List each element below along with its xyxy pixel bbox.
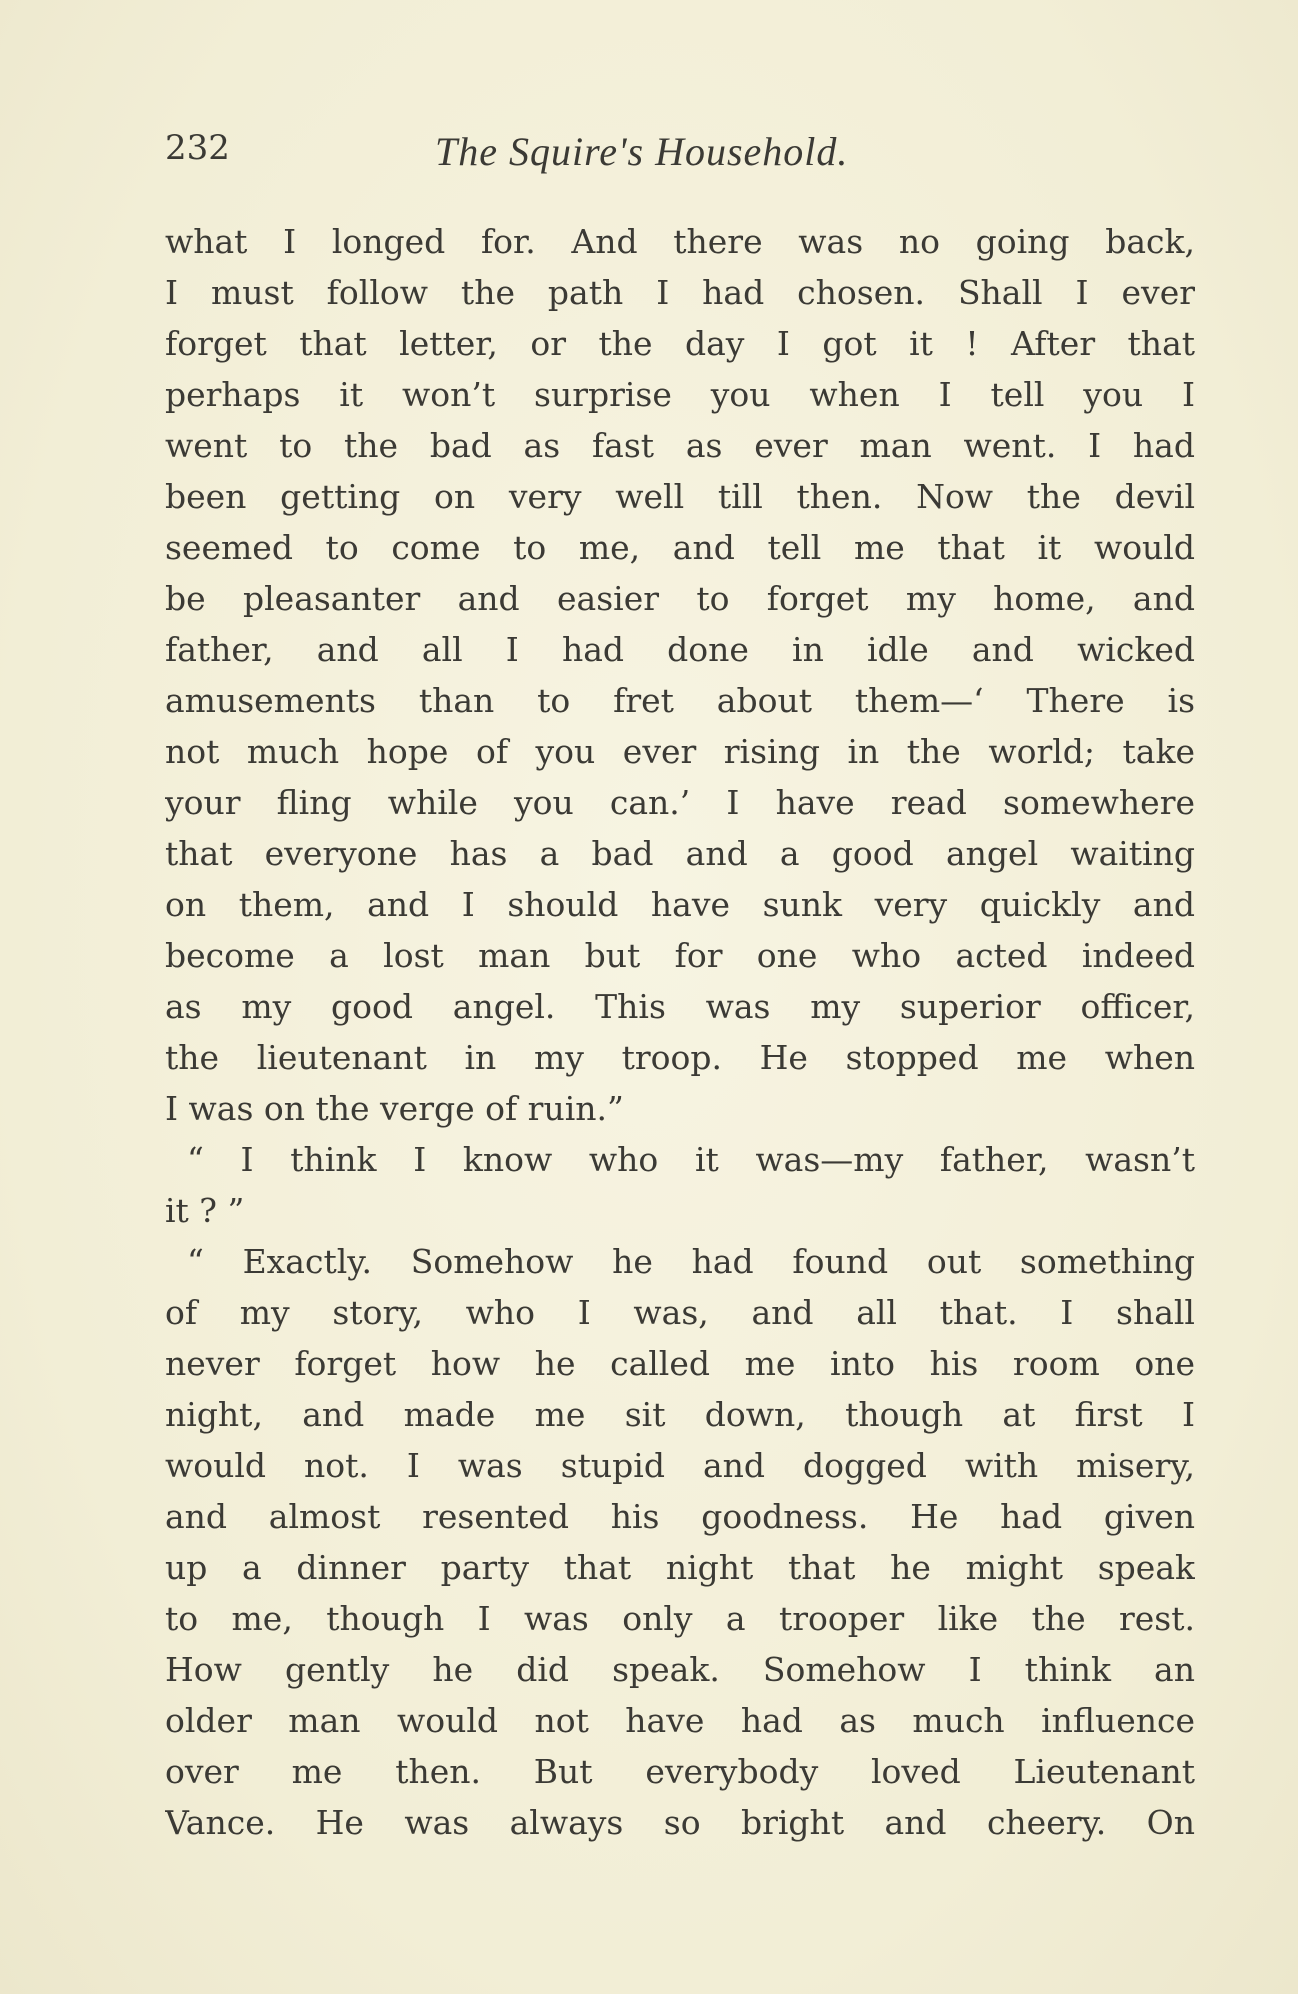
text-line: of my story, who I was, and all that. I shall: [165, 1293, 1195, 1332]
text-line: what I longed for. And there was no going back,: [165, 222, 1195, 261]
text-line: went to the bad as fast as ever man went. I had: [165, 426, 1195, 465]
text-line: to me, though I was only a trooper like the rest.: [165, 1599, 1195, 1638]
text-line: “ I think I know who it was—my father, wasn’t: [187, 1140, 1195, 1179]
text-line: up a dinner party that night that he might speak: [165, 1548, 1195, 1587]
text-line: Vance. He was always so bright and cheery. On: [165, 1803, 1195, 1842]
text-line: How gently he did speak. Somehow I think an: [165, 1650, 1195, 1689]
text-line: night, and made me sit down, though at first I: [165, 1395, 1195, 1434]
text-line: “ Exactly. Somehow he had found out something: [187, 1242, 1195, 1281]
text-line: as my good angel. This was my superior officer,: [165, 987, 1195, 1026]
text-line: I was on the verge of ruin.”: [165, 1089, 624, 1128]
text-line: the lieutenant in my troop. He stopped me when: [165, 1038, 1195, 1077]
running-header: [165, 128, 1195, 178]
text-line: never forget how he called me into his room one: [165, 1344, 1195, 1383]
text-line: your fling while you can.’ I have read somewhere: [165, 783, 1195, 822]
text-line: on them, and I should have sunk very quickly and: [165, 885, 1195, 924]
text-line: and almost resented his goodness. He had given: [165, 1497, 1195, 1536]
text-line: seemed to come to me, and tell me that it would: [165, 528, 1195, 567]
text-line: would not. I was stupid and dogged with misery,: [165, 1446, 1195, 1485]
text-line: been getting on very well till then. Now the devil: [165, 477, 1195, 516]
text-line: become a lost man but for one who acted indeed: [165, 936, 1195, 975]
text-line: older man would not have had as much influence: [165, 1701, 1195, 1740]
text-line: that everyone has a bad and a good angel waiting: [165, 834, 1195, 873]
text-line: forget that letter, or the day I got it ! After that: [165, 324, 1195, 363]
text-line: be pleasanter and easier to forget my home, and: [165, 579, 1195, 618]
text-line: perhaps it won’t surprise you when I tell you I: [165, 375, 1195, 414]
text-line: it ? ”: [165, 1191, 245, 1230]
body-text: [165, 216, 1195, 1848]
text-line: amusements than to fret about them—‘ There is: [165, 681, 1195, 720]
running-title: The Squire's Household.: [435, 129, 849, 174]
text-line: over me then. But everybody loved Lieutenant: [165, 1752, 1195, 1791]
text-line: father, and all I had done in idle and wicked: [165, 630, 1195, 669]
text-line: I must follow the path I had chosen. Shall I ever: [165, 273, 1195, 312]
page-number: 232: [165, 128, 230, 168]
text-line: not much hope of you ever rising in the world; take: [165, 732, 1195, 771]
